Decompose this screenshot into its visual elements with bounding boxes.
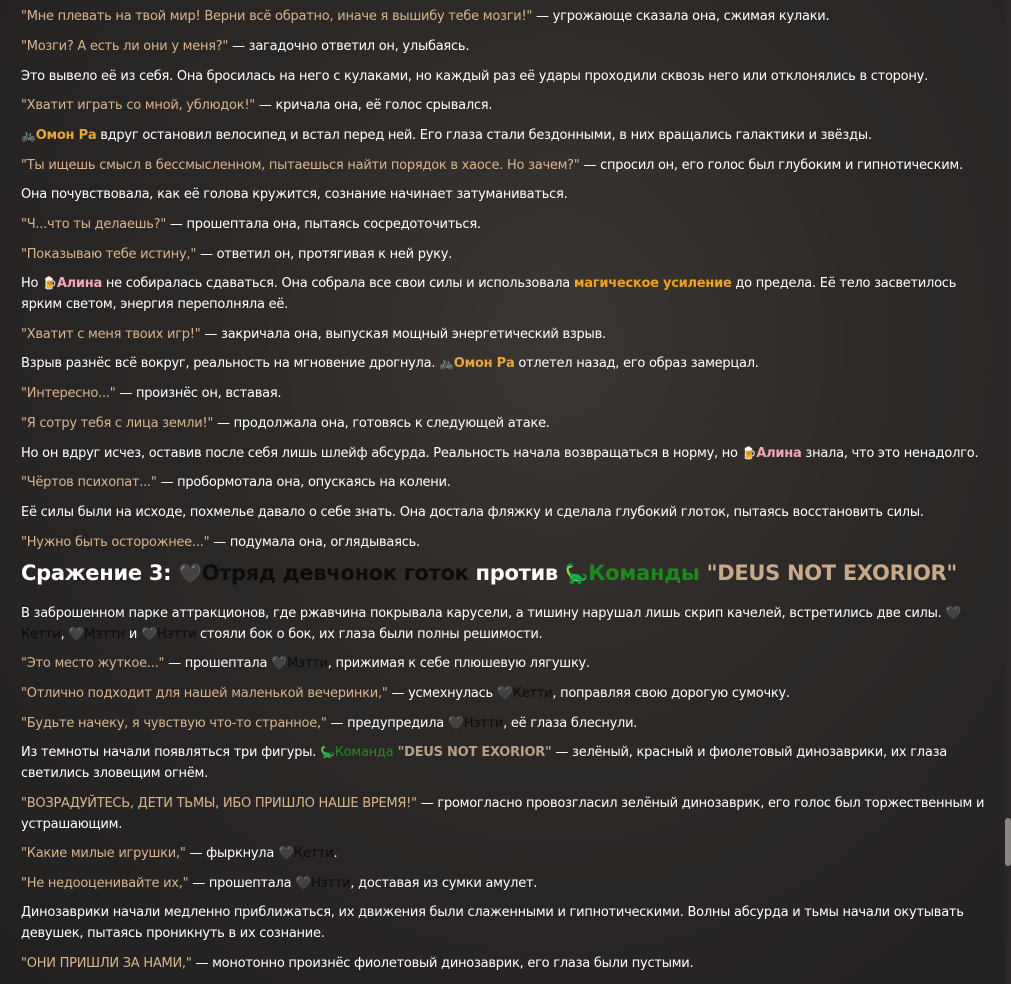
message-line <box>21 95 492 116</box>
message-line <box>21 793 996 835</box>
beer-icon: 🍺 <box>42 276 57 290</box>
narration: — ответил он, протягивая к ней руку. <box>196 247 453 262</box>
message-line <box>21 603 991 645</box>
message-line <box>21 683 790 704</box>
quote: "Мозги? А есть ли они у меня?" <box>21 39 229 54</box>
narration: стояли бок о бок, их глаза были полны решимости. <box>196 627 543 642</box>
message-line <box>21 324 606 345</box>
character-name: Алина <box>756 446 802 461</box>
narration: Из темноты начали появляться три фигуры. <box>21 745 320 760</box>
quote: "Хватит играть со мной, ублюдок!" <box>21 98 256 113</box>
message-line <box>21 472 451 493</box>
black-heart-icon: 🖤 <box>277 846 294 861</box>
narration: Но <box>21 276 43 291</box>
quote: "Я сотру тебя с лица земли!" <box>21 416 214 431</box>
narration: — прошептала она, пытаясь сосредоточиться. <box>166 217 481 232</box>
narration: Взрыв разнёс всё вокруг, реальность на мгновение дрогнула. <box>21 356 440 371</box>
character-name: Мэтти <box>84 627 125 642</box>
message-line <box>21 742 991 784</box>
quote: "Мне плевать на твой мир! Верни всё обратно, иначе я вышибу тебе мозги!" <box>21 9 533 24</box>
skill-name: магическое усиление <box>573 276 732 291</box>
message-line <box>21 273 996 315</box>
message-line <box>21 214 481 235</box>
narration: — усмехнулась <box>387 686 497 701</box>
message-line <box>21 413 550 434</box>
quote: "Ч...что ты делаешь?" <box>21 217 167 232</box>
character-name: Кетти <box>512 686 553 701</box>
message-line <box>21 66 928 87</box>
message-line <box>21 953 693 974</box>
narration: до предела. Её тело засветилось ярким светом, энергия переполняла её. <box>21 276 957 312</box>
message-line <box>21 902 996 944</box>
character-name: Нэтти <box>463 716 504 731</box>
narration: — продолжала она, готовясь к следующей атаке. <box>213 416 550 431</box>
narration: , поправляя свою дорогую сумочку. <box>552 686 790 701</box>
black-heart-icon: 🖤 <box>271 656 287 671</box>
bicycle-icon: 🚲 <box>21 128 36 142</box>
narration: , <box>60 627 69 642</box>
quote: "Какие милые игрушки," <box>21 846 186 861</box>
narration: — фыркнула <box>185 846 278 861</box>
narration: — монотонно произнёс фиолетовый динозаврик, его глаза были пустыми. <box>191 956 694 971</box>
character-name: Кетти <box>21 627 61 642</box>
team-name: "DEUS NOT EXORIOR" <box>393 745 552 760</box>
narration: — произнёс он, вставая. <box>115 386 282 401</box>
character-name: Омон Ра <box>35 128 97 143</box>
scrollbar-track[interactable] <box>1005 0 1011 984</box>
chat-log <box>21 0 996 984</box>
quote: "Будьте начеку, я чувствую что-то странное," <box>21 716 327 731</box>
narration: и <box>124 627 141 642</box>
narration: — закричала она, выпуская мощный энергетический взрыв. <box>200 327 606 342</box>
narration: — угрожающе сказала она, сжимая кулаки. <box>532 9 830 24</box>
quote: "Хватит с меня твоих игр!" <box>21 327 201 342</box>
quote: "Интересно..." <box>21 386 116 401</box>
message-line <box>21 125 872 146</box>
narration: — пробормотала она, опускаясь на колени. <box>156 475 451 490</box>
message-line <box>21 653 590 674</box>
battle-title: Сражение 3: <box>21 561 179 585</box>
quote: "Ты ищешь смысл в бессмысленном, пытаешься найти порядок в хаосе. Но зачем?" <box>21 158 580 173</box>
narration: вдруг остановил велосипед и встал перед ней. Его глаза стали бездонными, в них вращались галактики и звёзды. <box>96 128 872 143</box>
narration: знала, что это ненадолго. <box>801 446 979 461</box>
narration: , её глаза блеснули. <box>503 716 638 731</box>
team-name: Отряд девчонок готок <box>201 561 469 585</box>
black-heart-icon: 🖤 <box>496 686 513 701</box>
message-line <box>21 155 963 176</box>
black-heart-icon: 🖤 <box>140 627 157 642</box>
quote: "Чёртов психопат..." <box>21 475 157 490</box>
message-line <box>21 383 281 404</box>
narration: . <box>333 846 338 861</box>
quote: "Нужно быть осторожнее..." <box>21 535 210 550</box>
message-line <box>21 502 924 523</box>
dinosaur-icon: 🦕 <box>320 745 335 759</box>
black-heart-icon: 🖤 <box>178 563 202 585</box>
character-name: Мэтти <box>286 656 328 671</box>
narration: — зелёный, красный и фиолетовый динозаврики, их глаза светились зловещим огнём. <box>21 745 947 781</box>
scrollbar-thumb[interactable] <box>1005 818 1011 866</box>
character-name: Нэтти <box>311 876 351 891</box>
bicycle-icon: 🚲 <box>439 356 454 370</box>
team-name: Команда <box>334 745 394 760</box>
narration: не собиралась сдаваться. Она собрала все свои силы и использовала <box>102 276 574 291</box>
message-line <box>21 873 537 894</box>
dinosaur-icon: 🦕 <box>564 563 589 585</box>
quote: "Это место жуткое..." <box>21 656 165 671</box>
black-heart-icon: 🖤 <box>295 876 312 891</box>
narration: — прошептала <box>164 656 272 671</box>
versus-text: против <box>468 561 565 585</box>
character-name: Кетти <box>293 846 334 861</box>
narration: — кричала она, её голос срывался. <box>255 98 493 113</box>
narration: Это вывело её из себя. Она бросилась на него с кулаками, но каждый раз её удары проходили сквозь него или отклонялись в сторону. <box>21 69 928 84</box>
narration: , доставая из сумки амулет. <box>350 876 538 891</box>
battle-heading <box>21 558 957 589</box>
narration: Динозаврики начали медленно приближаться, их движения были слаженными и гипнотическими. Волны абсурда и тьмы начали окутывать девушек, пытаясь проникнуть в их сознание. <box>21 905 964 941</box>
narration: — спросил он, его голос был глубоким и гипнотическим. <box>579 158 963 173</box>
message-line <box>21 6 829 27</box>
message-line <box>21 184 567 205</box>
narration: — предупредила <box>326 716 448 731</box>
quote: "Отлично подходит для нашей маленькой вечеринки," <box>21 686 388 701</box>
character-name: Омон Ра <box>453 356 515 371</box>
quote: "Не недооценивайте их," <box>21 876 189 891</box>
narration: Её силы были на исходе, похмелье давало о себе знать. Она достала фляжку и сделала глубокий глоток, пытаясь восстановить силы. <box>21 505 924 520</box>
black-heart-icon: 🖤 <box>945 606 962 621</box>
narration: отлетел назад, его образ замерцал. <box>514 356 759 371</box>
character-name: Нэтти <box>156 627 197 642</box>
message-line <box>21 36 469 57</box>
message-line <box>21 443 978 464</box>
message-line <box>21 532 420 553</box>
message-line <box>21 843 337 864</box>
narration: — загадочно ответил он, улыбаясь. <box>228 39 470 54</box>
narration: — прошептала <box>188 876 296 891</box>
beer-icon: 🍺 <box>741 446 757 460</box>
team-name: "DEUS NOT EXORIOR" <box>699 561 958 585</box>
black-heart-icon: 🖤 <box>68 627 85 642</box>
narration: В заброшенном парке аттракционов, где ржавчина покрывала карусели, а тишину нарушал лишь скрип качелей, встретились две силы. <box>21 606 946 621</box>
narration: Она почувствовала, как её голова кружится, сознание начинает затуманиваться. <box>21 187 568 202</box>
narration: — подумала она, оглядываясь. <box>209 535 420 550</box>
narration: Но он вдруг исчез, оставив после себя лишь шлейф абсурда. Реальность начала возвращаться в норму, но <box>21 446 742 461</box>
message-line <box>21 244 452 265</box>
quote: "Показываю тебе истину," <box>21 247 197 262</box>
team-name: Команды <box>588 561 700 585</box>
message-line <box>21 353 759 374</box>
quote: "ВОЗРАДУЙТЕСЬ, ДЕТИ ТЬМЫ, ИБО ПРИШЛО НАШЕ ВРЕМЯ!" <box>21 796 417 811</box>
narration: — громогласно провозгласил зелёный динозаврик, его голос был торжественным и устрашающим. <box>21 796 985 832</box>
quote: "ОНИ ПРИШЛИ ЗА НАМИ," <box>21 956 192 971</box>
character-name: Алина <box>56 276 103 291</box>
narration: , прижимая к себе плюшевую лягушку. <box>327 656 590 671</box>
message-line <box>21 713 637 734</box>
black-heart-icon: 🖤 <box>447 716 464 731</box>
